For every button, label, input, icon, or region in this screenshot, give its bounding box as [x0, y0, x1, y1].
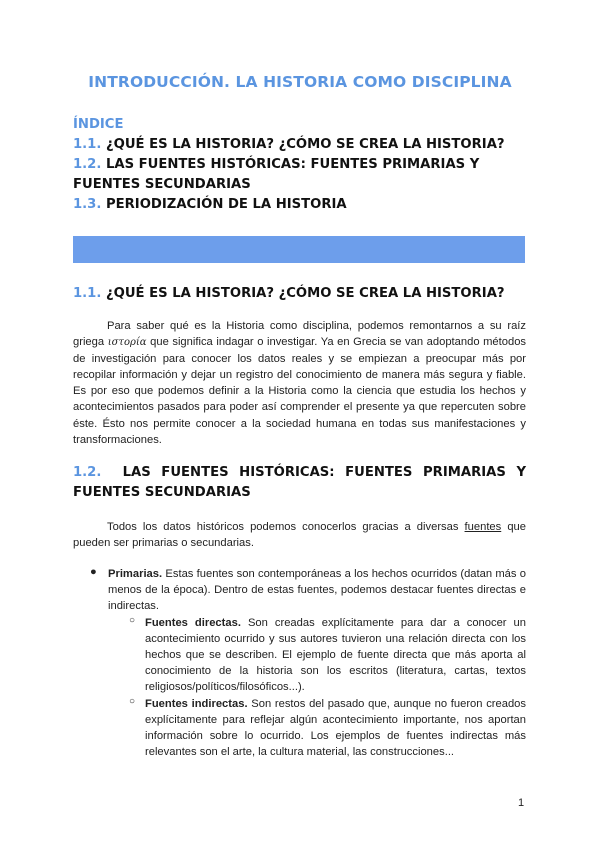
section-1-heading: 1.1. ¿QUÉ ES LA HISTORIA? ¿CÓMO SE CREA LA HISTORIA? — [73, 286, 505, 301]
index-heading: ÍNDICE — [73, 117, 124, 132]
primarias-item: Primarias. Estas fuentes son contemporáneas a los hechos ocurridos (datan más o menos de la época). Dentro de estas fuentes, podemos destacar fuentes directas e indirectas. — [108, 568, 527, 613]
index-item-1[interactable]: 1.1. ¿QUÉ ES LA HISTORIA? ¿CÓMO SE CREA LA HISTORIA? — [73, 137, 505, 152]
bullet-disc-icon: ● — [90, 566, 97, 578]
section-divider-bar — [73, 236, 525, 263]
document-title: INTRODUCCIÓN. LA HISTORIA COMO DISCIPLINA — [88, 73, 512, 91]
bullet-circle-icon: ○ — [129, 696, 136, 707]
index-item-3[interactable]: 1.3. PERIODIZACIÓN DE LA HISTORIA — [73, 197, 347, 212]
indirectas-item: Fuentes indirectas. Son restos del pasado que, aunque no fueron creados explícitamente para reflejar algún acontecimiento importante, nos aportan información sobre lo ocurrido. Los ejemplos de fuentes indirectas más relevantes son el arte, la cultura material, las construcciones... — [145, 698, 526, 759]
section-2-intro-paragraph: Todos los datos históricos podemos conocerlos gracias a diversas fuentes que pueden ser primarias o secundarias. — [73, 521, 526, 550]
fuentes-link[interactable]: fuentes — [464, 521, 502, 533]
section-1-paragraph: Para saber qué es la Historia como disciplina, podemos remontarnos a su raíz griega ιστορία que significa indagar o investigar. Ya en Grecia se van adoptando métodos de investigación para conocer los datos reales y se empiezan a preocupar más por recopilar información y dejar un registro del conocimiento de manera más segura y fiable. Es por eso que podemos definir a la Historia como la ciencia que estudia los hechos y acontecimientos pasados para poder así comprender el presente ya que repercuten sobre éste. Ésto nos permite conocer a la sociedad humana en todas sus manifestaciones y transformaciones. — [73, 320, 527, 446]
directas-item: Fuentes directas. Son creadas explícitamente para dar a conocer un acontecimiento ocurrido y sus autores tuvieron una relación directa con los hechos que se describen. El ejemplo de fuente directa que más aporta al conocimiento de la historia son los escritos (literatura, cartas, textos religiosos/políticos/filosóficos...). — [145, 617, 526, 694]
index-item-2[interactable]: 1.2. LAS FUENTES HISTÓRICAS: FUENTES PRIMARIAS Y — [73, 157, 480, 172]
index-item-2-continued[interactable]: FUENTES SECUNDARIAS — [73, 177, 251, 192]
bullet-circle-icon: ○ — [129, 615, 136, 626]
greek-word: ιστορία — [107, 337, 147, 349]
section-2-heading: 1.2. LAS FUENTES HISTÓRICAS: FUENTES PRIMARIAS Y FUENTES SECUNDARIAS — [73, 465, 526, 500]
page-number: 1 — [518, 797, 525, 809]
